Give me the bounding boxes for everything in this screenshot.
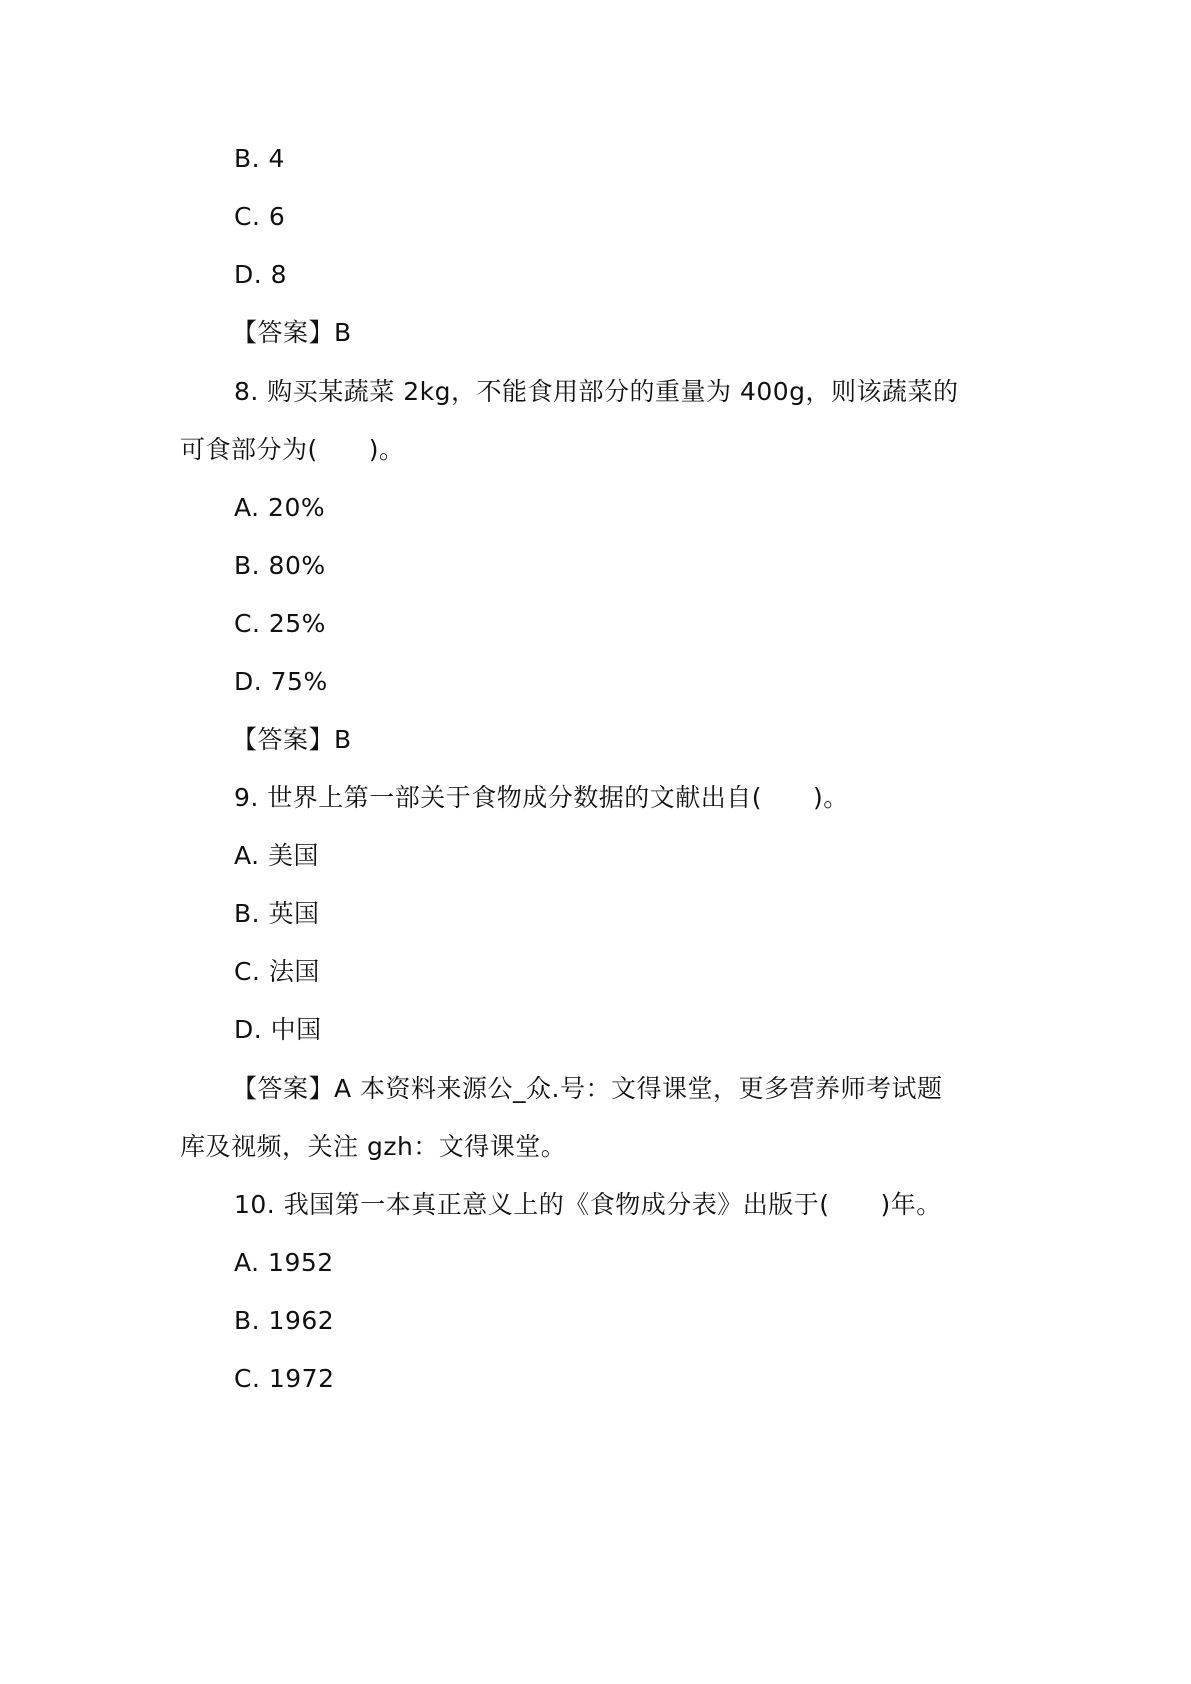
q8-option-a: A. 20% <box>234 493 326 522</box>
q9-question: 9. 世界上第一部关于食物成分数据的文献出自( )。 <box>234 783 849 812</box>
q9-option-b: B. 英国 <box>234 899 320 928</box>
q9-option-c: C. 法国 <box>234 957 320 986</box>
q8-question-line2: 可食部分为( )。 <box>180 435 405 464</box>
q10-option-c: C. 1972 <box>234 1364 335 1393</box>
q7-option-c: C. 6 <box>234 202 286 231</box>
q9-option-a: A. 美国 <box>234 841 320 870</box>
q8-question-line1: 8. 购买某蔬菜 2kg，不能食用部分的重量为 400g，则该蔬菜的 <box>234 377 959 406</box>
q8-option-b: B. 80% <box>234 551 326 580</box>
q7-option-d: D. 8 <box>234 260 288 289</box>
q9-answer-line2: 库及视频，关注 gzh：文得课堂。 <box>180 1132 567 1161</box>
q9-answer-line1: 【答案】A 本资料来源公_众.号：文得课堂，更多营养师考试题 <box>232 1074 943 1103</box>
q8-answer: 【答案】B <box>232 725 352 754</box>
q7-answer: 【答案】B <box>232 318 352 347</box>
q10-option-b: B. 1962 <box>234 1306 335 1335</box>
q8-option-c: C. 25% <box>234 609 326 638</box>
q10-question: 10. 我国第一本真正意义上的《食物成分表》出版于( )年。 <box>234 1190 942 1219</box>
q8-option-d: D. 75% <box>234 667 328 696</box>
q9-option-d: D. 中国 <box>234 1015 322 1044</box>
q10-option-a: A. 1952 <box>234 1248 334 1277</box>
q7-option-b: B. 4 <box>234 144 285 173</box>
